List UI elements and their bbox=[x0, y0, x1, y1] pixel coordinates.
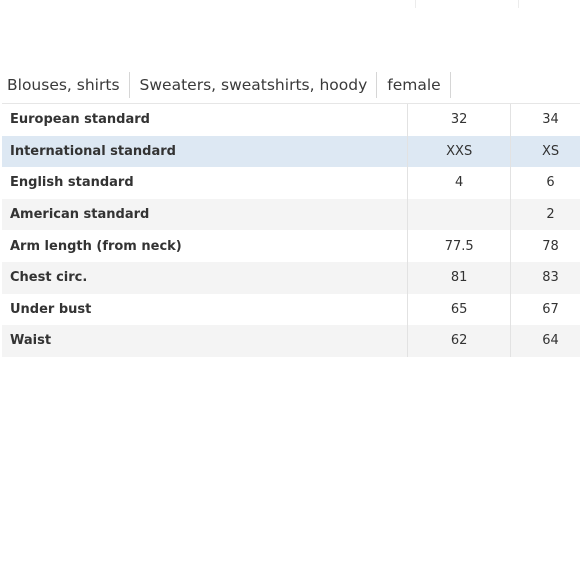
table-row-american bbox=[2, 199, 580, 231]
row-label: Arm length (from neck) bbox=[2, 230, 408, 262]
size-value: 64 bbox=[542, 333, 559, 349]
table-row-under-bust bbox=[2, 294, 580, 326]
size-value: 81 bbox=[408, 262, 511, 294]
tab-blouses-shirts[interactable]: Blouses, shirts bbox=[0, 72, 130, 98]
size-value bbox=[408, 199, 511, 231]
row-label: European standard bbox=[2, 104, 408, 136]
row-label: Waist bbox=[2, 325, 408, 357]
row-label: International standard bbox=[2, 136, 408, 168]
size-value: 78 bbox=[542, 238, 559, 254]
size-value: 2 bbox=[546, 207, 555, 223]
tab-sweaters-sweatshirts-hoody[interactable]: Sweaters, sweatshirts, hoody bbox=[130, 72, 378, 98]
remnant-divider bbox=[518, 0, 519, 8]
size-value: 65 bbox=[408, 294, 511, 326]
top-table-remnant bbox=[0, 0, 580, 8]
table-row-european bbox=[2, 104, 580, 136]
size-value: XXS bbox=[408, 136, 511, 168]
size-value: 77.5 bbox=[408, 230, 511, 262]
row-label: Chest circ. bbox=[2, 262, 408, 294]
table-row-waist bbox=[2, 325, 580, 357]
size-value: 6 bbox=[546, 175, 555, 191]
size-value: 67 bbox=[542, 301, 559, 317]
size-value: 32 bbox=[408, 104, 511, 136]
tab-female[interactable]: female bbox=[377, 72, 450, 98]
row-label: English standard bbox=[2, 167, 408, 199]
category-tabs bbox=[0, 72, 451, 98]
table-row-international bbox=[2, 136, 580, 168]
size-value: 4 bbox=[408, 167, 511, 199]
size-value: XS bbox=[541, 143, 560, 159]
table-row-chest-circ bbox=[2, 262, 580, 294]
remnant-divider bbox=[415, 0, 416, 8]
table-row-english bbox=[2, 167, 580, 199]
row-label: Under bust bbox=[2, 294, 408, 326]
size-value: 62 bbox=[408, 325, 511, 357]
row-label: American standard bbox=[2, 199, 408, 231]
size-value: 83 bbox=[542, 270, 559, 286]
table-row-arm-length bbox=[2, 230, 580, 262]
size-table bbox=[2, 103, 580, 357]
size-value: 34 bbox=[542, 112, 559, 128]
